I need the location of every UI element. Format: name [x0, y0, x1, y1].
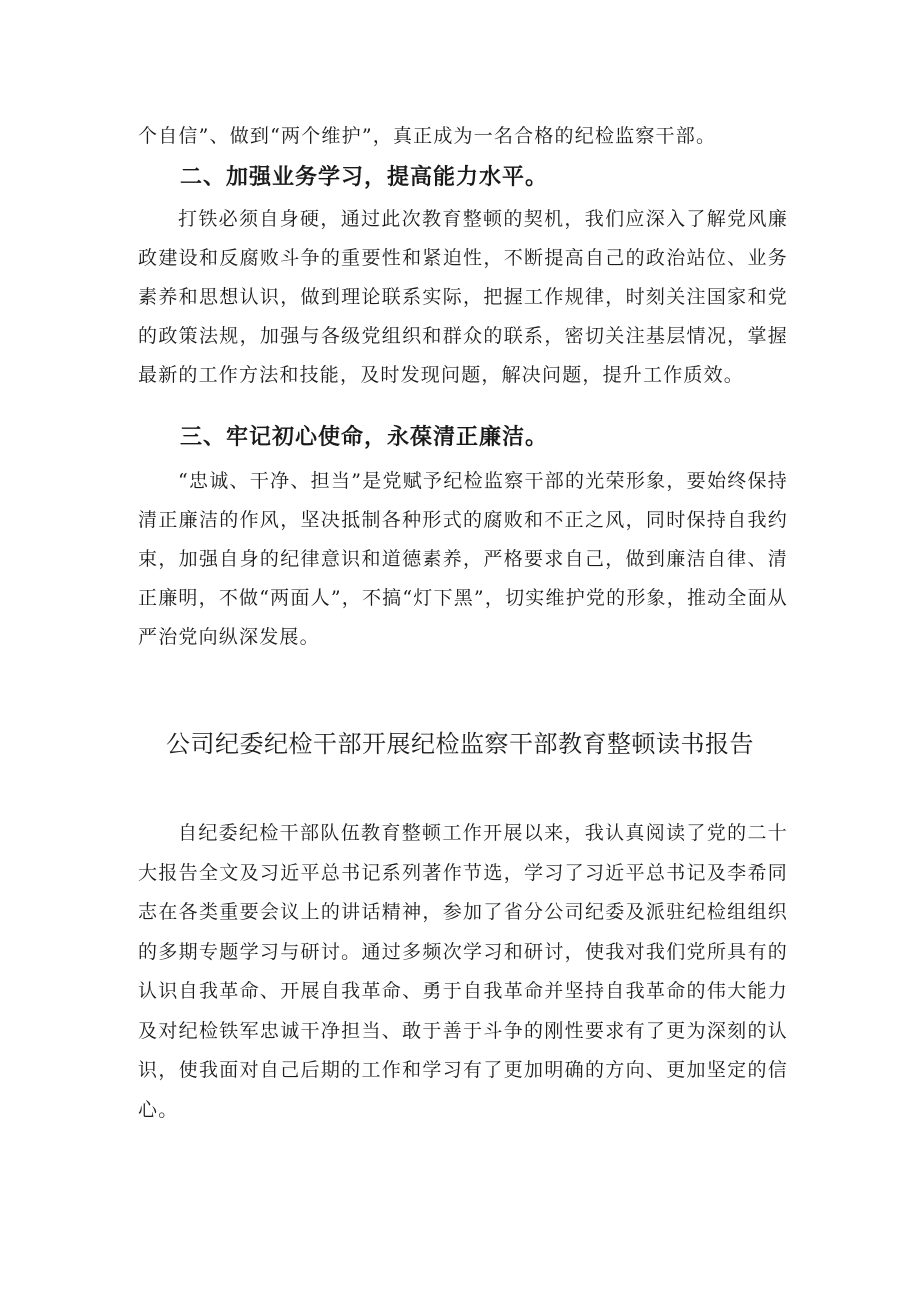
section-3-heading: 三、牢记初心使命，永葆清正廉洁。: [180, 425, 549, 450]
report-paragraph: 自纪委纪检干部队伍教育整顿工作开展以来，我认真阅读了党的二十大报告全文及习近平总书记系列著作节选，学习了习近平总书记及李希同志在各类重要会议上的讲话精神，参加了省分公司纪委及派驻纪检组组织的多期专题学习与研讨。通过多频次学习和研讨，使我对我们党所具有的认识自我革命、开展自我革命、勇于自我革命并坚持自我革命的伟大能力及对纪检铁军忠诚干净担当、敢于善于斗争的刚性要求有了更为深刻的认识，使我面对自己后期的工作和学习有了更加明确的方向、更加坚定的信心。: [138, 822, 788, 1121]
report-title: 公司纪委纪检干部开展纪检监察干部教育整顿读书报告: [166, 730, 754, 758]
continued-paragraph-fragment: 个自信”、做到“两个维护”，真正成为一名合格的纪检监察干部。: [138, 125, 717, 147]
section-2-heading: 二、加强业务学习，提高能力水平。: [180, 165, 549, 190]
section-3-paragraph: “忠诚、干净、担当”是党赋予纪检监察干部的光荣形象，要始终保持清正廉洁的作风，坚决抵制各种形式的腐败和不正之风，同时保持自我约束，加强自身的纪律意识和道德素养，严格要求自己，做到廉洁自律、清正廉明，不做“两面人”，不搞“灯下黑”，切实维护党的形象，推动全面从严治党向纵深发展。: [138, 470, 788, 648]
section-2-paragraph: 打铁必须自身硬，通过此次教育整顿的契机，我们应深入了解党风廉政建设和反腐败斗争的重要性和紧迫性，不断提高自己的政治站位、业务素养和思想认识，做到理论联系实际，把握工作规律，时刻关注国家和党的政策法规，加强与各级党组织和群众的联系，密切关注基层情况，掌握最新的工作方法和技能，及时发现问题，解决问题，提升工作质效。: [138, 208, 788, 386]
